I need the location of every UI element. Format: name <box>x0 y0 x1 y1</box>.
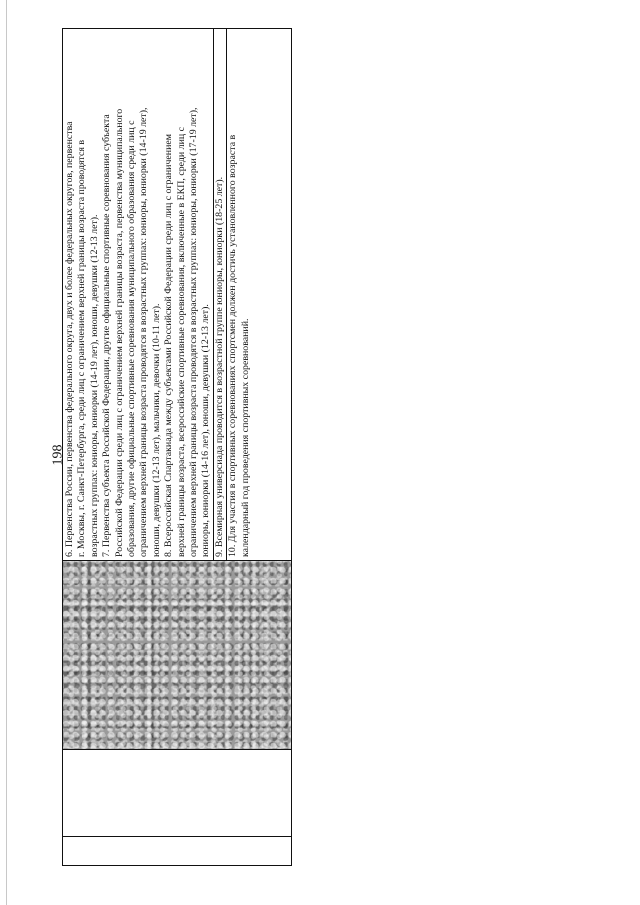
text-line: 9. Всемирная универсиада проводится в возрастной группе юниоры, юниорки (18-25 лет). <box>213 176 225 557</box>
table-row <box>63 29 292 866</box>
rule-item <box>163 31 213 557</box>
rule-item <box>101 31 163 557</box>
text-line: ограничением верхней границы возраста проводятся в возрастных группах: юниоры, юниорки (17-19 лет), <box>188 107 200 557</box>
text-line: 10. Для участия в спортивных соревнованиях спортсмен должен достичь установленного возраста в <box>227 134 239 557</box>
scan-edge <box>6 0 7 905</box>
text-line: Российской Федерации среди лиц с ограничением верхней границы возраста, первенства муниципального <box>113 108 125 557</box>
rule-item <box>227 31 252 557</box>
text-line: 6. Первенства России, первенства федерального округа, двух и более федеральных округов, первенства <box>64 121 75 557</box>
table-rotation-wrapper <box>62 38 292 866</box>
rules-table <box>62 28 292 866</box>
shaded-cell <box>63 561 292 750</box>
rules-text-cell <box>63 29 292 561</box>
empty-cell <box>63 750 292 837</box>
text-line: ограничением верхней границы возраста проводятся в возрастных группах: юниоры, юниорки (14-19 лет), <box>138 107 150 557</box>
text-line: образования, другие официальные спортивные соревнования муниципального образования среди лиц с <box>126 120 138 557</box>
page-number-text: 198 <box>50 444 65 466</box>
rule-item <box>214 31 226 557</box>
empty-cell-narrow <box>63 837 292 866</box>
text-line: 8. Всероссийская Спартакиада между субъектами Российской Федерации среди лиц с ограничением <box>163 134 175 557</box>
text-line: юноши, девушки (12-13 лет), мальчики, девочки (10-11 лет). <box>150 303 162 557</box>
text-line: возрастных группах: юниоры, юниорки (14-19 лет), юноши, девушки (12-13 лет). <box>88 214 100 557</box>
text-line: юниоры, юниорки (14-16 лет), юноши, девушки (12-13 лет). <box>200 304 212 557</box>
text-line: 7. Первенства субъекта Российской Федерации, другие официальные спортивные соревнования субъекта <box>101 114 113 557</box>
text-line: календарный год проведения спортивных соревнований. <box>239 318 251 557</box>
rotated-table <box>62 38 292 866</box>
text-line: г. Москвы, г. Санкт-Петербурга, среди лиц с ограничением верхней границы возраста проводятся в <box>76 139 88 557</box>
text-line: верхней границы возраста, всероссийские спортивные соревнования, включенные в ЕКП, среди лиц с <box>175 126 187 557</box>
rule-item <box>64 31 101 557</box>
